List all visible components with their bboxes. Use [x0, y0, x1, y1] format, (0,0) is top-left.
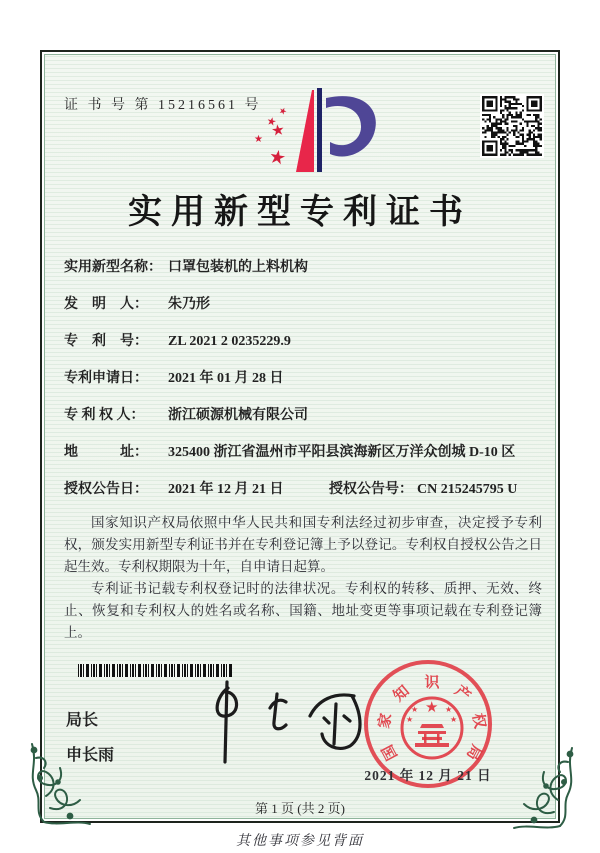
- seal-arc-char: 知: [390, 683, 413, 705]
- field-row-patent-no: [64, 332, 542, 369]
- field-label: 专 利 权 人：: [64, 408, 145, 423]
- field-row-inventor: [64, 295, 542, 332]
- field-row-name: [64, 258, 542, 295]
- corner-ornament-icon: [24, 738, 116, 830]
- seal-arc-char: 权: [468, 712, 488, 730]
- field-value: 2021 年 12 月 21 日: [168, 482, 284, 497]
- svg-text:★: ★: [277, 104, 289, 118]
- legal-paragraph-1: 国家知识产权局依照中华人民共和国专利法经过初步审查，决定授予专利权，颁发实用新型专利证书并在专利登记簿上予以登记。专利权自授权公告之日起生效。专利权期限为十年，自申请日起算。: [64, 515, 542, 574]
- certificate-number: 证 书 号 第 15216561 号: [64, 98, 262, 113]
- svg-text:★: ★: [254, 134, 263, 145]
- field-label: 实用新型名称：: [64, 260, 162, 275]
- svg-text:★: ★: [445, 705, 453, 714]
- field-value: 2021 年 01 月 28 日: [168, 371, 284, 386]
- certificate-frame: [40, 50, 560, 823]
- field-label: 专 利 号：: [64, 334, 148, 349]
- seal-arc-char: 家: [376, 712, 396, 730]
- field-row-address: [64, 443, 542, 480]
- field-label: 授权公告日：: [64, 482, 148, 497]
- legal-paragraph-2: 专利证书记载专利权登记时的法律状况。专利权的转移、质押、无效、终止、恢复和专利权人的姓名或名称、国籍、地址变更等事项记载在专利登记簿上。: [64, 581, 542, 640]
- field-list: [64, 258, 542, 517]
- seal-arc-char: 识: [424, 675, 440, 691]
- svg-text:★: ★: [425, 700, 439, 716]
- director-title: 局长: [66, 712, 99, 729]
- cnipa-logo-icon: [232, 84, 392, 176]
- svg-text:★: ★: [270, 122, 286, 140]
- legal-text: [64, 512, 542, 644]
- svg-text:★: ★: [265, 115, 278, 129]
- svg-text:★: ★: [411, 705, 419, 714]
- field-value: 浙江硕源机械有限公司: [168, 408, 308, 423]
- field-label: 发 明 人：: [64, 297, 148, 312]
- svg-text:★: ★: [406, 715, 414, 724]
- field-value: ZL 2021 2 0235229.9: [168, 334, 291, 349]
- seal-date: 2021 年 12 月 21 日: [364, 768, 492, 783]
- field-label: 专利申请日：: [64, 371, 148, 386]
- seal-arc-char: 国: [379, 741, 402, 763]
- field-row-patentee: [64, 406, 542, 443]
- page-number: 第 1 页 (共 2 页): [255, 801, 345, 816]
- qr-code: [480, 94, 544, 158]
- corner-ornament-icon: [488, 742, 580, 834]
- national-emblem-icon: [398, 690, 466, 762]
- seal-arc-char: 产: [451, 683, 474, 705]
- director-name: 申长雨: [66, 747, 115, 764]
- field-value: 325400 浙江省温州市平阳县滨海新区万洋众创城 D-10 区: [168, 445, 516, 460]
- certificate-title: 实用新型专利证书: [128, 194, 472, 231]
- field-label: 地 址：: [64, 445, 148, 460]
- svg-text:★: ★: [450, 715, 458, 724]
- field-value: 朱乃形: [168, 297, 210, 312]
- field-value: 口罩包装机的上料机构: [168, 260, 308, 275]
- svg-text:★: ★: [267, 146, 288, 170]
- field-label-grant-no: 授权公告号：: [329, 482, 413, 497]
- field-value-grant-no: CN 215245795 U: [417, 482, 518, 497]
- seal-arc-char: 局: [462, 741, 485, 763]
- field-row-filing-date: [64, 369, 542, 406]
- back-side-note: 其他事项参见背面: [236, 834, 364, 849]
